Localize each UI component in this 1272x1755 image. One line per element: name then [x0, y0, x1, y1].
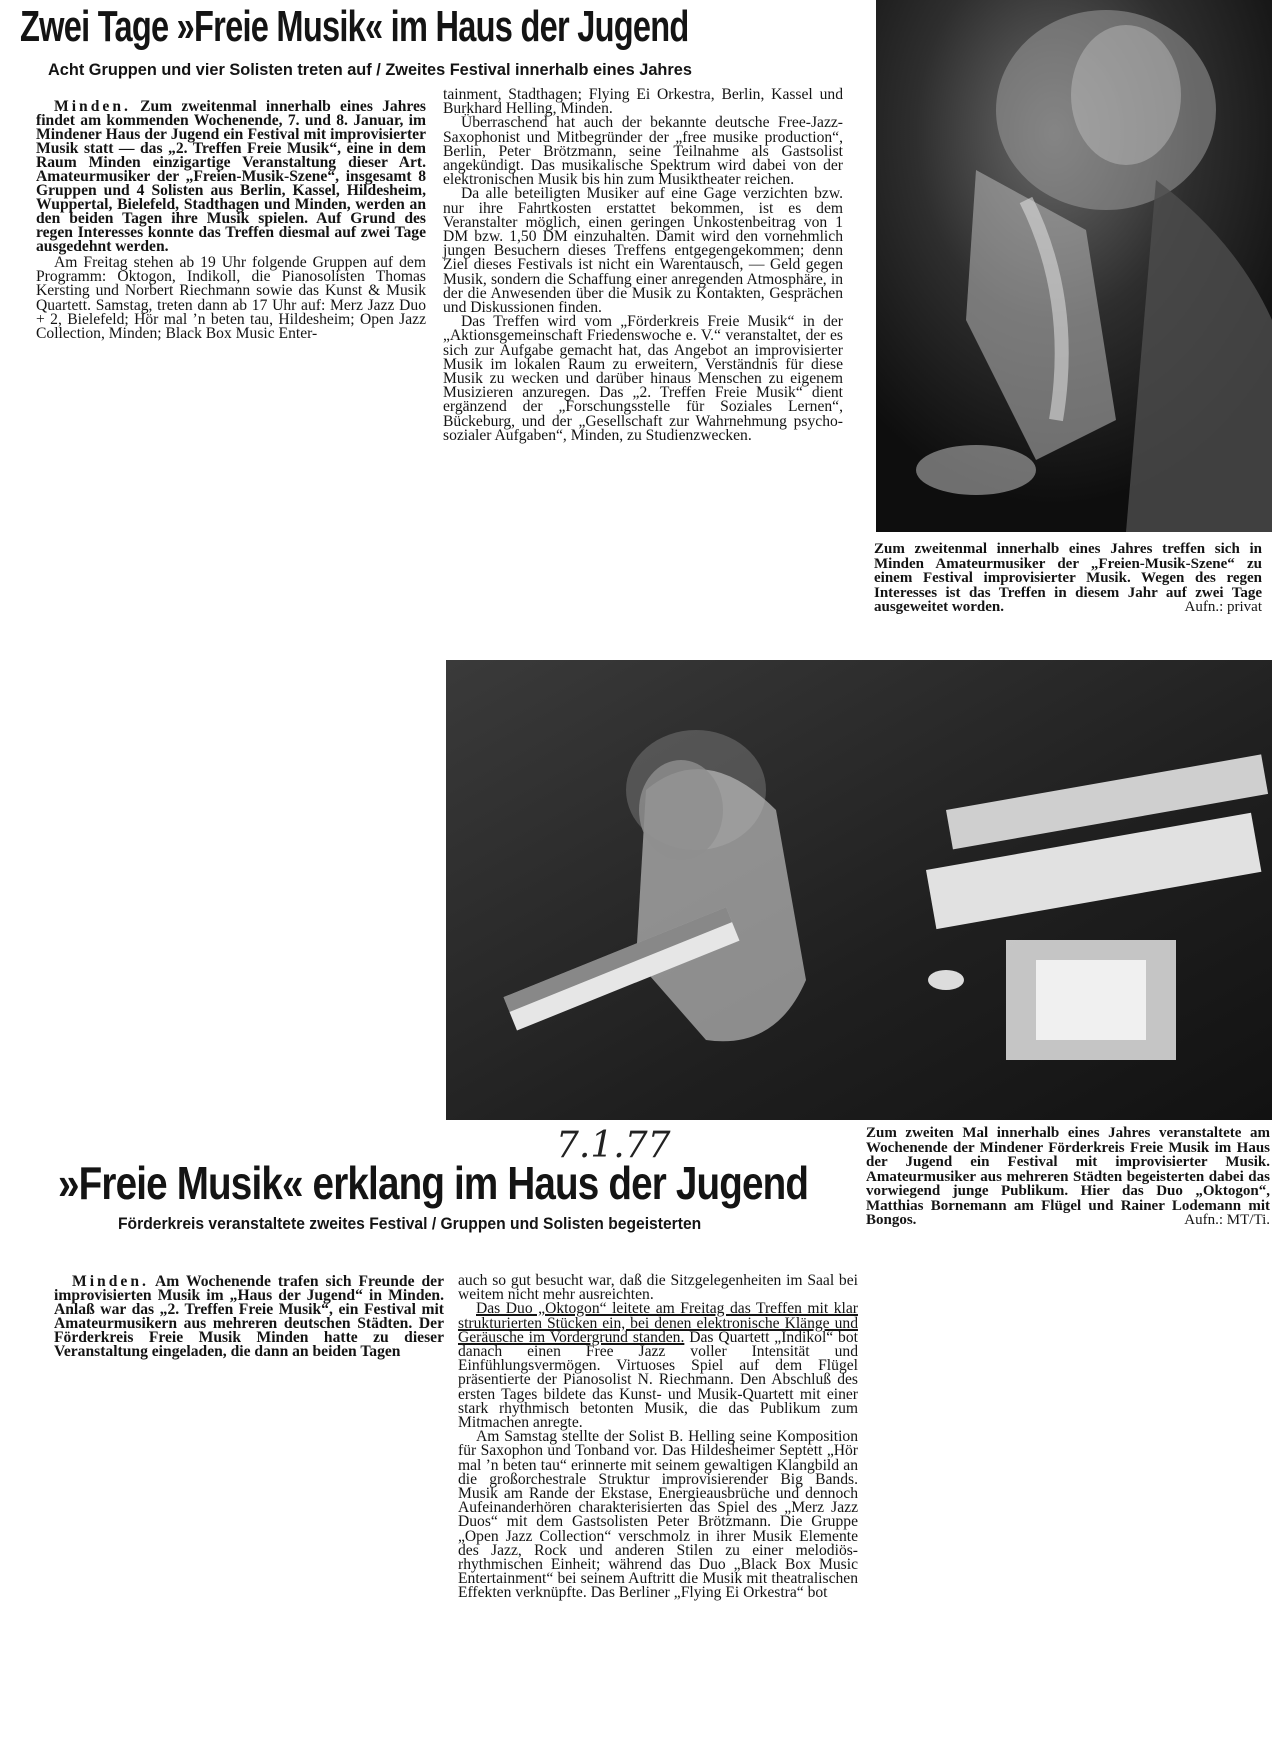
- article2-underlined-passage: Das Duo „Oktogon“ leitete am Freitag das Treffen mit klar strukturierten Stücken ein, bei denen elektronische Klänge und Geräusche im Vordergrund standen.: [458, 1300, 858, 1346]
- photo2-caption-text: Zum zweiten Mal innerhalb eines Jahres veranstaltete am Wochenende der Mindener Förderkreis Freie Musik im Haus der Jugend ein Festival mit improvisierter Musik. Amateurmusiker aus mehreren Städten begeisterten dabei das vorwiegend junge Publikum. Hier das Duo „Oktogon“, Matthias Bornemann am Flügel und Rainer Lodemann mit Bongos.: [866, 1125, 1270, 1228]
- saxophonist-photo-image: [876, 0, 1272, 532]
- article1-paragraph-4: Das Treffen wird vom „Förderkreis Freie Musik“ in der „Aktionsgemeinschaft Friedenswoche e. V.“ veranstaltet, der es sich zur Aufgabe gemacht hat, das Angebot an improvisierter Musik im lokalen Raum zu erweitern, Verständnis für diese Musik zu wecken und darüber hinaus Menschen zu eigenem Musizieren anzuregen. Das „2. Treffen Freie Musik“ dient ergänzend der „Forschungsstelle für Soziales Lernen“, Bückeburg, und der „Gesellschaft zur Wahrnehmung psycho-sozialer Aufgaben“, Minden, zu Studienzwecken.: [443, 313, 843, 444]
- article2-paragraph-3: Am Samstag stellte der Solist B. Helling seine Komposition für Saxophon und Tonband vor. Das Hildesheimer Septett „Hör mal ’n beten tau“ erinnerte mit seinem gewaltigen Klangbild an die großorchestrale Struktur improvisierender Big Bands. Musik am Rande der Ekstase, Energieausbrüche und dennoch Aufeinanderhören charakterisierten das Spiel des „Merz Jazz Duos“ mit dem Gastsolisten Peter Brötzmann. Die Gruppe „Open Jazz Collection“ verschmolz in ihrer Musik Elemente des Jazz, Rock und anderen Stilen zu einer melodiös-rhythmischen Einheit; während das Duo „Black Box Music Entertainment“ bei seinem Auftritt die Musik mit theatralischen Effekten verknüpfte. Das Berliner „Flying Ei Orkestra“ bot: [458, 1428, 858, 1602]
- article2-subheadline: Förderkreis veranstaltete zweites Festival / Gruppen und Solisten begeisterten: [118, 1214, 702, 1233]
- article2-paragraph-1: auch so gut besucht war, daß die Sitzgelegenheiten im Saal bei weitem nicht mehr ausreichten.: [458, 1272, 858, 1304]
- saxophonist-photo: [876, 0, 1272, 532]
- article2-paragraph-2: Das Quartett „Indikol“ bot danach einen Free Jazz voller Intensität und Einfühlungsvermögen. Virtuoses Spiel auf dem Flügel präsentierte der Pianosolist N. Riechmann. Den Abschluß des ersten Tages bildete das Kunst- und Musik-Quartett mit einer stark rhythmisch betonten Musik, die das Publikum zum Mitmachen anregte.: [458, 1328, 858, 1432]
- article1-headline: Zwei Tage »Freie Musik« im Haus der Jugend: [20, 2, 689, 51]
- handwritten-date: 7.1.77: [556, 1125, 671, 1166]
- article2-headline: »Freie Musik« erklang im Haus der Jugend: [58, 1157, 809, 1209]
- article2-dateline: Minden.: [72, 1273, 149, 1290]
- article1-paragraph-1: tainment, Stadthagen; Flying Ei Orkestra, Berlin, Kassel und Burkhard Helling, Minden.: [443, 86, 843, 118]
- article1-paragraph-2: Überraschend hat auch der bekannte deutsche Free-Jazz-Saxophonist und Mitbegründer der „free musike production“, Berlin, Peter Brötzmann, seine Teilnahme als Gastsolist angekündigt. Das musikalische Spektrum wird dabei von der elektronischen Musik bis hin zum Musiktheater reichen.: [443, 114, 843, 189]
- photo2-caption: [866, 1126, 1270, 1228]
- article1-col1-paragraph: [36, 256, 426, 341]
- article1-paragraph-3: Da alle beteiligten Musiker auf eine Gage verzichten bzw. nur ihre Fahrtkosten erstattet bekommen, ist es dem Veranstalter möglich, einen geringen Unkostenbeitrag von 1 DM bzw. 1,50 DM einzuhalten. Damit wird den vornehmlich jungen Besuchern dieses Treffens entgegengekommen; denn Ziel dieses Festivals ist nicht ein Warentausch, — Geld gegen Musik, sondern die Schaffung einer anregenden Atmosphäre, in der die Anwesenden über die Musik zu Kontakten, Gesprächen und Diskussionen finden.: [443, 185, 843, 317]
- pianist-photo: [446, 660, 1272, 1120]
- article1-dateline: Minden.: [54, 98, 131, 115]
- article2-column-2: [458, 1274, 858, 1601]
- photo1-credit: Aufn.: privat: [1184, 599, 1262, 615]
- article1-subheadline: Acht Gruppen und vier Solisten treten auf / Zweites Festival innerhalb eines Jahres: [48, 60, 692, 79]
- article1-lead-text: Zum zweitenmal innerhalb eines Jahres findet am kommenden Wochenende, 7. und 8. Januar, im Mindener Haus der Jugend ein Festival mit improvisierter Musik statt — das „2. Treffen Freie Musik“, eine in dem Raum Minden einzigartige Veranstaltung dieser Art. Amateurmusiker der „Freien-Musik-Szene“, insgesamt 8 Gruppen und 4 Solisten aus Berlin, Kassel, Hildesheim, Wuppertal, Bielefeld, Stadthagen und Minden, werden an den beiden Tagen ihre Musik spielen. Auf Grund des regen Interesses konnte das Treffen diesmal auf zwei Tage ausgedehnt werden.: [36, 98, 426, 255]
- pianist-photo-image: [446, 660, 1272, 1120]
- article2-lead-text: Am Wochenende trafen sich Freunde der improvisierten Musik im „Haus der Jugend“ in Minden. Anlaß war das „2. Treffen Freie Musik“, ein Festival mit Amateurmusikern aus mehreren deutschen Städten. Der Förderkreis Freie Musik Minden hatte zu dieser Veranstaltung eingeladen, die dann an beiden Tagen: [54, 1273, 444, 1360]
- article1-lead: [36, 100, 426, 254]
- photo2-credit: Aufn.: MT/Ti.: [1184, 1212, 1270, 1228]
- photo1-caption-text: Zum zweitenmal innerhalb eines Jahres treffen sich in Minden Amateurmusiker der „Freien-Musik-Szene“ zu einem Festival improvisierter Musik. Wegen des regen Interesses ist das Treffen in diesem Jahr auf zwei Tage ausgeweitet worden.: [874, 541, 1262, 615]
- article2-column-1: [54, 1275, 444, 1359]
- article1-column-1: [36, 100, 426, 341]
- article1-column-2: [443, 88, 843, 443]
- article1-paragraph-program: Am Freitag stehen ab 19 Uhr folgende Gruppen auf dem Programm: Oktogon, Indikoll, die Pianosolisten Thomas Kersting und Norbert Riechmann sowie das Kunst & Musik Quartett. Samstag, treten dann ab 17 Uhr auf: Merz Jazz Duo + 2, Bielefeld; Hör mal ’n beten tau, Hildesheim; Open Jazz Collection, Minden; Black Box Music Enter-: [36, 254, 426, 343]
- photo1-caption: [874, 542, 1262, 615]
